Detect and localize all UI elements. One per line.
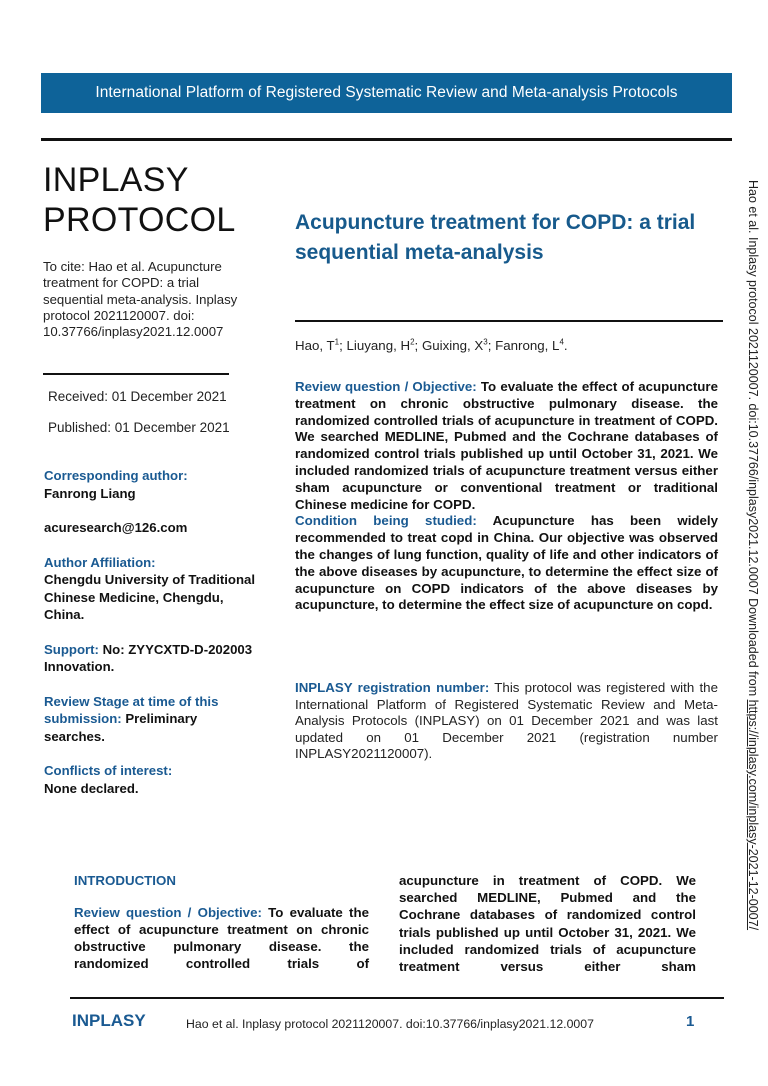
- top-divider: [41, 138, 732, 141]
- affiliation-label: Author Affiliation:: [44, 554, 156, 570]
- registration-paragraph: [295, 680, 718, 763]
- conflicts-text: None declared.: [44, 780, 139, 796]
- brand-line-2: PROTOCOL: [43, 201, 236, 239]
- conflicts-label: Conflicts of interest:: [44, 763, 173, 778]
- left-divider: [43, 373, 229, 375]
- abstract: [295, 379, 718, 614]
- affiliation-text: Chengdu University of Traditional Chinese Medicine, Chengdu, China.: [44, 572, 256, 622]
- sidebar-info: [44, 467, 259, 814]
- footer-citation: Hao et al. Inplasy protocol 2021120007. doi:10.37766/inplasy2021.12.0007: [186, 1017, 594, 1031]
- review-stage-block: [44, 693, 259, 746]
- footer-divider: [70, 997, 724, 999]
- author-affiliation-number: 3: [483, 338, 488, 347]
- corresponding-author-label: Corresponding author:: [44, 468, 188, 483]
- condition-label: Condition being studied:: [295, 513, 477, 529]
- objective-label: Review question / Objective:: [295, 379, 477, 394]
- support-block: [44, 641, 259, 676]
- article-title: Acupuncture treatment for COPD: a trial sequential meta-analysis: [295, 211, 696, 264]
- author: [347, 338, 422, 353]
- banner-text: International Platform of Registered Systematic Review and Meta-analysis Protocols: [95, 84, 678, 101]
- author: [295, 338, 347, 353]
- received-date: Received: 01 December 2021: [48, 389, 227, 404]
- condition-text: Acupuncture has been widely recommended to treat copd in China. Our objective was observed the changes of lung function, quality of life and other indicators of the above diseases by acupuncture, to determine the effect size of acupuncture on COPD indicators of the above diseases by acupuncture, to determine the effect size of acupuncture on copd.: [295, 513, 718, 613]
- author-separator: ;: [414, 338, 422, 354]
- review-stage-label: Review Stage at time of this submission:: [44, 693, 219, 726]
- dates-block: [48, 389, 230, 451]
- objective-paragraph: [295, 379, 718, 513]
- intro-column-2-text: acupuncture in treatment of COPD. We searched MEDLINE, Pubmed and the Cochrane databases of randomized control trials published up until October 31, 2021. We included randomized trials of acupuncture treatment versus either sham: [399, 873, 696, 975]
- author-email[interactable]: acuresearch@126.com: [44, 520, 188, 535]
- published-date: Published: 01 December 2021: [48, 420, 230, 435]
- registration-text: This protocol was registered with the International Platform of Registered Systematic Review and Meta-Analysis Protocols (INPLASY) on 01 December 2021 and was last updated on 01 December 2021 (registration number INPLASY2021120007).: [295, 680, 718, 761]
- platform-banner: [41, 73, 732, 113]
- conflicts-block: [44, 762, 259, 797]
- objective-text: To evaluate the effect of acupuncture treatment on chronic obstructive pulmonary disease. the randomized controlled trials of acupuncture in treatment of COPD. We searched MEDLINE, Pubmed and the Cochrane databases of randomized control trials published up until October 31, 2021. We included randomized trials of acupuncture treatment versus either sham acupuncture or conventional treatment or traditional Chinese medicine for COPD.: [295, 379, 718, 512]
- title-divider: [295, 320, 723, 322]
- corresponding-author-block: [44, 467, 259, 502]
- page-number: 1: [686, 1013, 695, 1030]
- introduction-column-1: [74, 904, 369, 972]
- support-text: No: ZYYCXTD-D-202003 Innovation.: [44, 641, 253, 674]
- download-link[interactable]: https://inplasy.com/inplasy-2021-12-0007/: [746, 699, 760, 931]
- author-separator: ;: [339, 338, 347, 354]
- citation-text: To cite: Hao et al. Acupuncture treatment for COPD: a trial sequential meta-analysis. Inplasy protocol 2021120007. doi: 10.37766/inplasy2021.12.0007: [43, 259, 238, 340]
- intro-column-1-text: To evaluate the effect of acupuncture treatment on chronic obstructive pulmonary disease. the randomized controlled trials of: [74, 905, 369, 971]
- affiliation-block: [44, 554, 259, 624]
- author-affiliation-number: 4: [559, 338, 564, 347]
- author-name: Liuyang, H: [346, 338, 411, 354]
- author-name: Fanrong, L: [495, 338, 560, 354]
- author-list: [295, 338, 568, 353]
- author-separator: .: [563, 338, 568, 354]
- introduction-heading: INTRODUCTION: [74, 873, 176, 888]
- intro-objective-label: Review question / Objective:: [74, 905, 262, 920]
- registration-label: INPLASY registration number:: [295, 680, 490, 695]
- author-name: Guixing, X: [421, 338, 484, 354]
- condition-paragraph: [295, 513, 718, 614]
- margin-note-text: Hao et al. Inplasy protocol 2021120007. doi:10.37766/inplasy2021.12.0007 Downloaded from: [746, 180, 760, 700]
- margin-download-note: [746, 180, 760, 930]
- author-affiliation-number: 2: [410, 338, 415, 347]
- protocol-brand: [43, 160, 236, 240]
- author-separator: ;: [487, 338, 496, 354]
- author-name: Hao, T: [295, 338, 335, 354]
- author: [422, 338, 495, 353]
- support-label: Support:: [44, 641, 99, 657]
- brand-line-1: INPLASY: [43, 161, 189, 199]
- review-stage-text: Preliminary searches.: [44, 711, 198, 744]
- introduction-column-2: [399, 872, 696, 975]
- corresponding-author-name: Fanrong Liang: [44, 485, 136, 501]
- footer-brand: INPLASY: [72, 1011, 146, 1030]
- author: [495, 338, 567, 353]
- author-affiliation-number: 1: [334, 338, 340, 347]
